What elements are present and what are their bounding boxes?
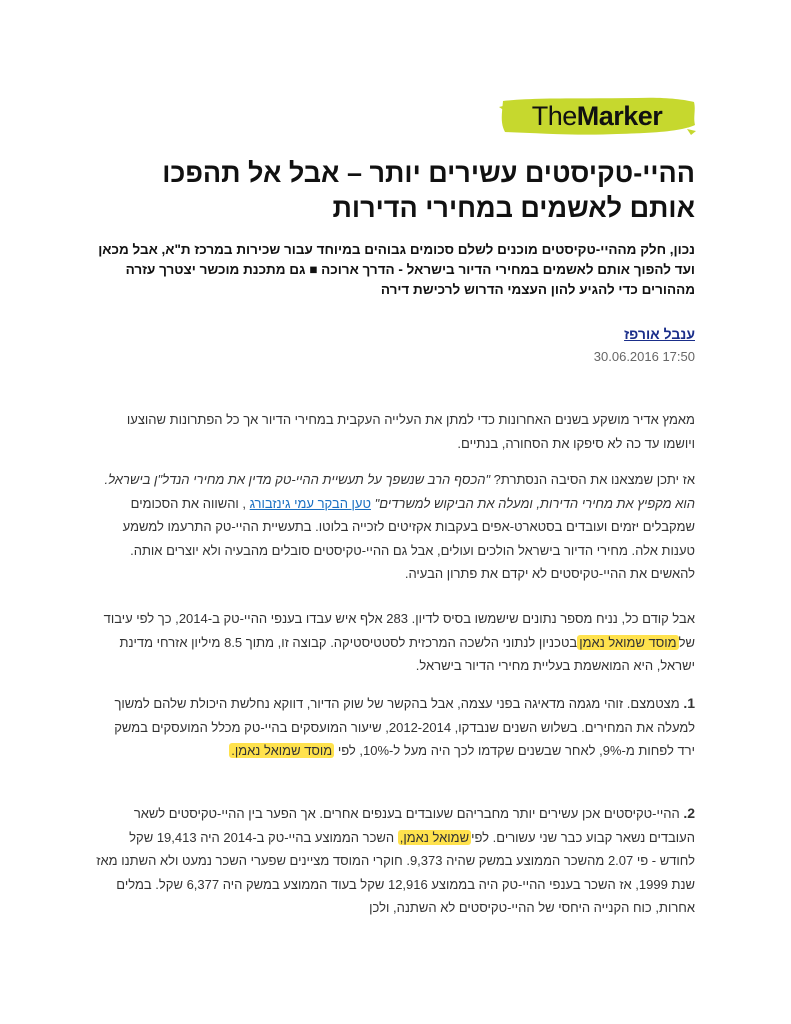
- logo-light-text: The: [531, 100, 577, 131]
- paragraph-2-intro: אז יתכן שמצאנו את הסיבה הנסתרת?: [490, 472, 695, 487]
- paragraph-5-intro: ההיי-טקיסטים אכן עשירים יותר מחבריהם שעובדים בענפים אחרים. אך הפער בין ההיי-טקיסטים לשאר העובדים נשאר קבוע כבר שני עשורים. לפי: [133, 806, 695, 845]
- highlight-neaman-institute: מוסד שמואל נאמן.: [231, 743, 333, 758]
- highlight-shmuel-neaman: שמואל נאמן,: [399, 829, 470, 845]
- author-link[interactable]: ענבל אורפז: [624, 326, 695, 342]
- paragraph-2: [95, 468, 695, 586]
- paragraph-1: מאמץ אדיר מושקע בשנים האחרונות כדי למתן את העלייה העקבית במחירי הדיור אך כל הפתרונות שהוצעו ויושמו עד כה לא סיפקו את הסחורה, בנתיים.: [126, 412, 695, 451]
- paragraph-4: [95, 692, 695, 763]
- article-subheadline: נכון, חלק מההיי-טקיסטים מוכנים לשלם סכומים גבוהים במיוחד עבור שכירות במרכז ת"א, אבל מכאן ועד להפוך אותם לאשמים במחירי הדיור בישראל - הדרך ארוכה ■ גם מתכנת מוכשר יצטרך עזרה מההורים כדי להגיע להון העצמי הדרוש לרכישת דירה: [98, 242, 695, 297]
- point-number-1: 1.: [683, 695, 695, 711]
- paragraph-3-rest: בטכניון לנתוני הלשכה המרכזית לסטטיסטיקה. קבוצה זו, מתוך 8.5 מיליון אזרחי מדינת ישראל, היא המואשמת בעליית מחירי הדיור בישראל.: [119, 634, 695, 673]
- paragraph-4-text: מצטמצם. זוהי מגמה מדאיגה בפני עצמה, אבל בהקשר של שוק הדיור, דווקא נחלשת היכולת שלהם למשוך למעלה את המחירים. בשלוש השנים שנבדקו, 2012-2014, שיעור המועסקים בהיי-טק מכלל המועסקים במשק ירד לפחות מ-9%, לאחר שבשנים שקדמו לכך היה מעל ל-10%, לפי: [114, 696, 695, 758]
- article-headline: ההיי-טקיסטים עשירים יותר – אבל אל תהפכו אותם לאשמים במחירי הדירות: [162, 158, 695, 223]
- publish-date: 30.06.2016 17:50: [593, 349, 695, 364]
- logo-wordmark: [497, 95, 697, 137]
- paragraph-3-intro: אבל קודם כל, נניח מספר נתונים שישמשו בסיס לדיון. 283 אלף איש עבדו בענפי ההיי-טק ב-2014, כך לפי עיבוד של: [103, 611, 695, 650]
- paragraph-2-rest: , והשווה את הסכומים שמקבלים יזמים ועובדים בסטארט-אפים בעקבות אקזיטים לזכייה בלוטו. בתעשיית ההיי-טק התרעמו למשמע טענות אלה. מחירי הדיור בישראל הולכים ועולים, אבל גם ההיי-טקיסטים סובלים מהבעיה ולא יוצרים אותה. להאשים את ההיי-טקיסטים לא יקדם את פתרון הבעיה.: [122, 495, 695, 581]
- highlight-neaman-institute: מוסד שמואל נאמן: [579, 634, 677, 650]
- paragraph-3: [95, 607, 695, 678]
- point-number-2: 2.: [683, 805, 695, 821]
- logo-bold-text: Marker: [576, 100, 663, 131]
- paragraph-5-rest: השכר הממוצע בהיי-טק ב-2014 היה 19,413 שקל לחודש - פי 2.07 מהשכר הממוצע במשק שהיה 9,373. חוקרי המוסד מציינים שפערי השכר נמעט ולא השתנו מאז שנת 1999, אז השכר בענפי ההיי-טק היה בממוצע 12,916 שקל בעוד הממוצע במשק היה 6,377 שקל. במלים אחרות, כוח הקנייה היחסי של ההיי-טקיסטים לא השתנה, ולכן: [96, 829, 695, 915]
- ginzburg-link[interactable]: טען הבקר עמי גינזבורג: [249, 495, 371, 511]
- paragraph-2-quote: "הכסף הרב שנשפך על תעשיית ההיי-טק מדין את מחירי הנדל"ן בישראל. הוא מקפיץ את מחירי הדירות, ומעלה את הביקוש למשרדים": [104, 472, 695, 511]
- paragraph-5: [95, 802, 695, 920]
- themarker-logo[interactable]: [497, 95, 697, 137]
